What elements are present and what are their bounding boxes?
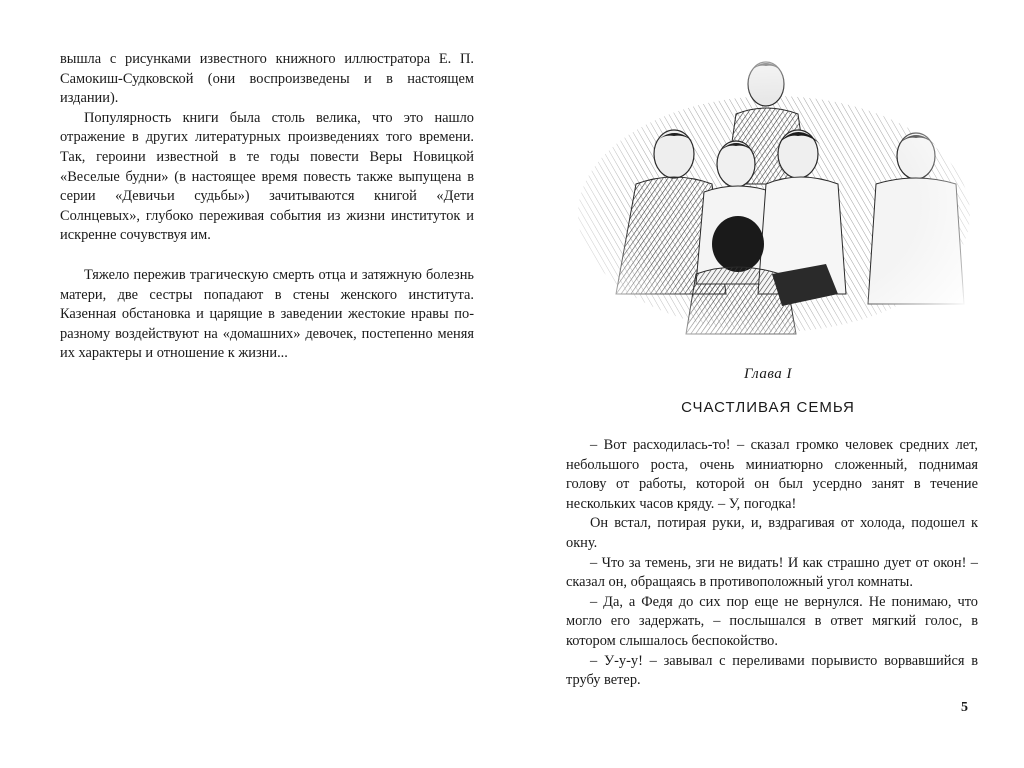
engraving-illustration <box>576 44 972 336</box>
right-paragraph-2: Он встал, потирая руки, и, вздрагивая от холода, подошел к окну. <box>566 515 978 551</box>
right-paragraph-1: – Вот расходилась-то! – сказал громко человек средних лет, небольшого роста, очень миниатюрно сложенный, поднимая голову от работы, которой он был усердно занят в течение нескольких часов кряду. – У, погодка! <box>566 437 978 512</box>
right-paragraph-5: – У-у-у! – завывал с переливами порывисто ворвавшийся в трубу ветер. <box>566 652 978 689</box>
right-paragraph-3: – Что за темень, зги не видать! И как страшно дует от окон! – сказал он, обращаясь в противоположный угол комнаты. <box>566 554 978 591</box>
right-page-text <box>566 436 978 691</box>
page-number: 5 <box>961 700 968 715</box>
left-paragraph-3: Тяжело пережив трагическую смерть отца и затяжную болезнь матери, две сестры попадают в стены женского института. Казенная обстановка и царящие в заведении жестокие нравы по-разному воздействуют на «домашних» девочек, постепенно меняя их характеры и отношение к жизни... <box>60 266 474 362</box>
chapter-label: Глава I <box>743 366 793 382</box>
right-paragraph-4: – Да, а Федя до сих пор еще не вернулся. Не понимаю, что могло его задержать, – послышался в ответ мягкий голос, в котором слышалось беспокойство. <box>566 593 978 649</box>
left-paragraph-2: Популярность книги была столь велика, что это нашло отражение в других литературных произведениях того времени. Так, героини известной в те годы повести Веры Новицкой «Веселые будни» (в настоящее время повесть также выпущена в серии «Девичьи судьбы») зачитываются книгой «Дети Солнцевых», глубоко переживая события из жизни институток и искренне сочувствуя им. <box>60 109 474 244</box>
left-paragraph-1: вышла с рисунками известного книжного иллюстратора Е. П. Самокиш-Судковской (они воспроизведены и в настоящем издании). <box>60 51 474 107</box>
chapter-title: СЧАСТЛИВАЯ СЕМЬЯ <box>681 399 855 416</box>
right-page <box>512 0 1024 768</box>
left-page-text <box>60 50 474 364</box>
